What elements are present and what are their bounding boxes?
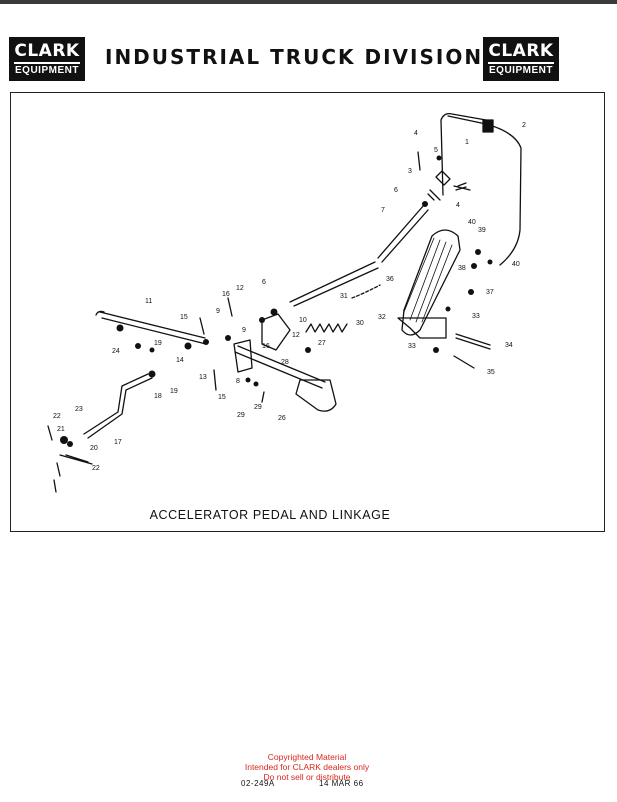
rod-part [441, 116, 521, 265]
chain-part [352, 285, 380, 298]
part-label: 16 [222, 291, 230, 298]
part-label: 15 [180, 314, 188, 321]
part-label: 35 [487, 369, 495, 376]
watermark-line: Do not sell or distribute [263, 772, 351, 782]
part-label: 33 [472, 313, 480, 320]
part-label: 26 [278, 415, 286, 422]
part-label: 32 [378, 314, 386, 321]
part-label: 20 [90, 445, 98, 452]
part-label: 8 [236, 378, 240, 385]
part-label: 4 [414, 130, 418, 137]
logo-brand-text: CLARK [488, 41, 554, 61]
watermark-line: Intended for CLARK dealers only [244, 762, 370, 772]
part-label: 10 [299, 317, 307, 324]
part-label: 22 [53, 413, 61, 420]
spring-part [306, 324, 347, 332]
clevis-part [428, 171, 450, 200]
part-label: 3 [408, 168, 412, 175]
fastener-part [200, 298, 264, 402]
part-label: 11 [145, 298, 153, 305]
part-label: 13 [199, 374, 207, 381]
logo-sub-text: EQUIPMENT [488, 62, 554, 78]
part-label: 40 [468, 219, 476, 226]
part-label: 7 [381, 207, 385, 214]
pin-part [454, 356, 474, 368]
part-label: 30 [356, 320, 364, 327]
part-label: 2 [522, 122, 526, 129]
fastener-part [48, 426, 92, 492]
part-label: 9 [242, 327, 246, 334]
part-label: 29 [254, 404, 262, 411]
part-label: 6 [394, 187, 398, 194]
rod-11 [100, 312, 206, 344]
part-label: 37 [486, 289, 494, 296]
part-label: 15 [218, 394, 226, 401]
document-number: 02-249A [241, 779, 275, 788]
part-label: 36 [386, 276, 394, 283]
part-label: 39 [478, 227, 486, 234]
part-label: 12 [292, 332, 300, 339]
part-label: 40 [512, 261, 520, 268]
part-label: 22 [92, 465, 100, 472]
part-label: 34 [505, 342, 513, 349]
part-label: 12 [236, 285, 244, 292]
logo-sub-text: EQUIPMENT [14, 62, 80, 78]
part-label: 27 [318, 340, 326, 347]
part-label: 5 [434, 147, 438, 154]
part-label: 21 [57, 426, 65, 433]
pull-rod [290, 262, 378, 306]
part-label: 14 [176, 357, 184, 364]
part-label: 33 [408, 343, 416, 350]
division-title: INDUSTRIAL TRUCK DIVISION [105, 45, 484, 69]
rod-part [483, 120, 493, 132]
part-label: 19 [170, 388, 178, 395]
document-date: 14 MAR 66 [319, 779, 364, 788]
watermark-line: Copyrighted Material [267, 752, 347, 762]
part-label: 28 [281, 359, 289, 366]
figure-caption: ACCELERATOR PEDAL AND LINKAGE [149, 508, 391, 522]
part-label: 16 [262, 343, 270, 350]
part-label: 29 [237, 412, 245, 419]
part-label: 19 [154, 340, 162, 347]
part-label: 24 [112, 348, 120, 355]
rod-17 [84, 374, 152, 438]
logo-brand-text: CLARK [14, 41, 80, 61]
part-label: 18 [154, 393, 162, 400]
part-label: 9 [216, 308, 220, 315]
link-rod [378, 205, 428, 262]
part-label: 1 [465, 139, 469, 146]
part-label: 23 [75, 406, 83, 413]
part-label: 6 [262, 279, 266, 286]
part-label: 4 [456, 202, 460, 209]
lever-plate [296, 380, 336, 411]
copyright-watermark [232, 752, 382, 782]
part-label: 38 [458, 265, 466, 272]
part-label: 17 [114, 439, 122, 446]
part-label: 31 [340, 293, 348, 300]
pin-part [456, 334, 490, 349]
